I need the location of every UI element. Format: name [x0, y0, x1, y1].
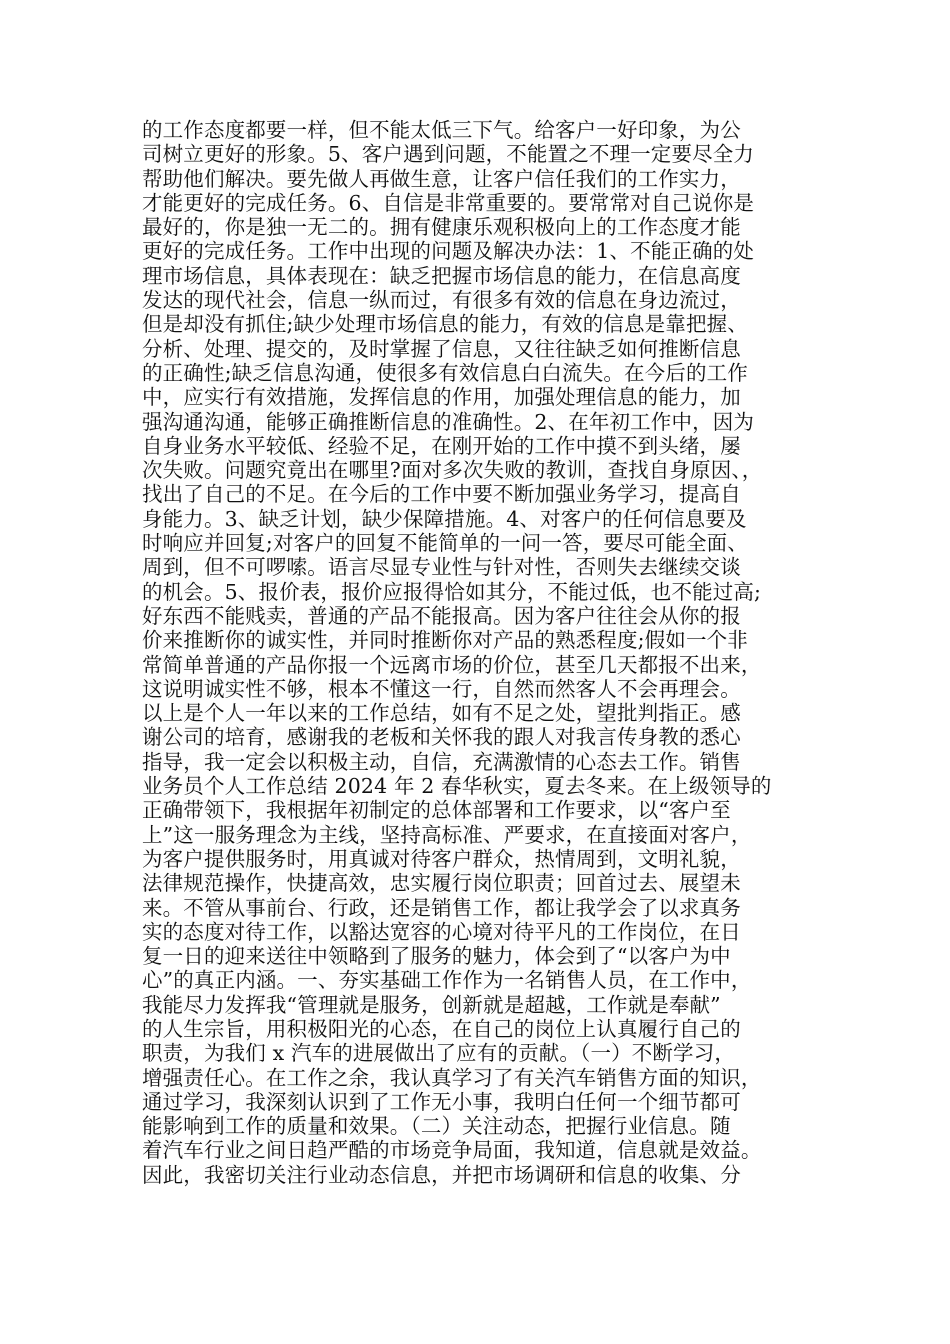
text-line: 我能尽力发挥我“管理就是服务，创新就是超越，工作就是奉献”: [142, 992, 721, 1017]
text-line: 的正确性;缺乏信息沟通，使很多有效信息白白流失。在今后的工作: [142, 360, 748, 385]
text-line: 通过学习，我深刻认识到了工作无小事，我明白任何一个细节都可: [142, 1089, 741, 1114]
text-line: 身能力。3、缺乏计划，缺少保障措施。4、对客户的任何信息要及: [142, 506, 747, 531]
text-line: 职责，为我们 x 汽车的进展做出了应有的贡献。（一）不断学习，: [142, 1041, 735, 1066]
text-line: 法律规范操作，快捷高效，忠实履行岗位职责；回首过去、展望未: [142, 871, 741, 896]
text-line: 为客户提供服务时，用真诚对待客户群众，热情周到，文明礼貌，: [142, 846, 741, 871]
text-line: 实的态度对待工作，以豁达宽容的心境对待平凡的工作岗位，在日: [142, 919, 741, 944]
text-line: 的人生宗旨，用积极阳光的心态，在自己的岗位上认真履行自己的: [142, 1016, 741, 1041]
text-line: 增强责任心。在工作之余，我认真学习了有关汽车销售方面的知识，: [142, 1065, 762, 1090]
text-line: 才能更好的完成任务。6、自信是非常重要的。要常常对自己说你是: [142, 190, 755, 215]
text-line: 正确带领下，我根据年初制定的总体部署和工作要求，以“客户至: [142, 798, 731, 823]
text-line: 价来推断你的诚实性，并同时推断你对产品的熟悉程度;假如一个非: [142, 628, 748, 653]
text-line: 司树立更好的形象。5、客户遇到问题，不能置之不理一定要尽全力: [142, 142, 755, 167]
text-line: 以上是个人一年以来的工作总结，如有不足之处，望批判指正。感: [142, 701, 741, 726]
text-line: 谢公司的培育，感谢我的老板和关怀我的跟人对我言传身教的悉心: [142, 725, 741, 750]
text-line: 次失败。问题究竟出在哪里?面对多次失败的教训，查找自身原因、，: [142, 458, 763, 483]
text-line: 能影响到工作的质量和效果。（二）关注动态，把握行业信息。随: [142, 1114, 731, 1139]
text-line: 着汽车行业之间日趋严酷的市场竞争局面，我知道，信息就是效益。: [142, 1138, 762, 1163]
text-line: 找出了自己的不足。在今后的工作中要不断加强业务学习，提高自: [142, 482, 741, 507]
text-line: 更好的完成任务。工作中出现的问题及解决办法：1、不能正确的处: [142, 239, 755, 264]
text-line: 周到，但不可啰嗦。语言尽显专业性与针对性，否则失去继续交谈: [142, 555, 741, 580]
text-line: 心”的真正内涵。一、夯实基础工作作为一名销售人员，在工作中，: [142, 968, 752, 993]
text-line: 业务员个人工作总结 2024 年 2 春华秋实，夏去冬来。在上级领导的: [142, 774, 772, 799]
text-line: 但是却没有抓住;缺少处理市场信息的能力，有效的信息是靠把握、: [142, 312, 748, 337]
text-line: 分析、处理、提交的，及时掌握了信息，又往往缺乏如何推断信息: [142, 336, 741, 361]
text-line: 自身业务水平较低、经验不足，在刚开始的工作中摸不到头绪，屡: [142, 433, 741, 458]
text-line: 帮助他们解决。要先做人再做生意，让客户信任我们的工作实力，: [142, 166, 741, 191]
text-line: 上”这一服务理念为主线，坚持高标准、严要求，在直接面对客户，: [142, 822, 752, 847]
text-line: 的机会。5、报价表，报价应报得恰如其分，不能过低，也不能过高;: [142, 579, 762, 604]
text-line: 来。不管从事前台、行政，还是销售工作，都让我学会了以求真务: [142, 895, 741, 920]
text-line: 发达的现代社会，信息一纵而过，有很多有效的信息在身边流过，: [142, 288, 741, 313]
text-line: 复一日的迎来送往中领略到了服务的魅力，体会到了“以客户为中: [142, 944, 731, 969]
text-line: 强沟通沟通，能够正确推断信息的准确性。2、在年初工作中，因为: [142, 409, 755, 434]
text-line: 这说明诚实性不够，根本不懂这一行，自然而然客人不会再理会。: [142, 676, 741, 701]
text-line: 常简单普通的产品你报一个远离市场的价位，甚至几天都报不出来，: [142, 652, 762, 677]
text-line: 时响应并回复;对客户的回复不能简单的一问一答，要尽可能全面、: [142, 531, 748, 556]
text-line: 因此，我密切关注行业动态信息，并把市场调研和信息的收集、分: [142, 1162, 741, 1187]
body-text: [142, 118, 832, 1187]
text-line: 最好的，你是独一无二的。拥有健康乐观积极向上的工作态度才能: [142, 215, 741, 240]
text-line: 中，应实行有效措施，发挥信息的作用，加强处理信息的能力，加: [142, 385, 741, 410]
text-line: 的工作态度都要一样，但不能太低三下气。给客户一好印象，为公: [142, 118, 741, 142]
text-line: 理市场信息，具体表现在：缺乏把握市场信息的能力，在信息高度: [142, 263, 741, 288]
text-line: 好东西不能贱卖，普通的产品不能报高。因为客户往往会从你的报: [142, 603, 741, 628]
text-line: 指导，我一定会以积极主动，自信，充满激情的心态去工作。销售: [142, 749, 741, 774]
